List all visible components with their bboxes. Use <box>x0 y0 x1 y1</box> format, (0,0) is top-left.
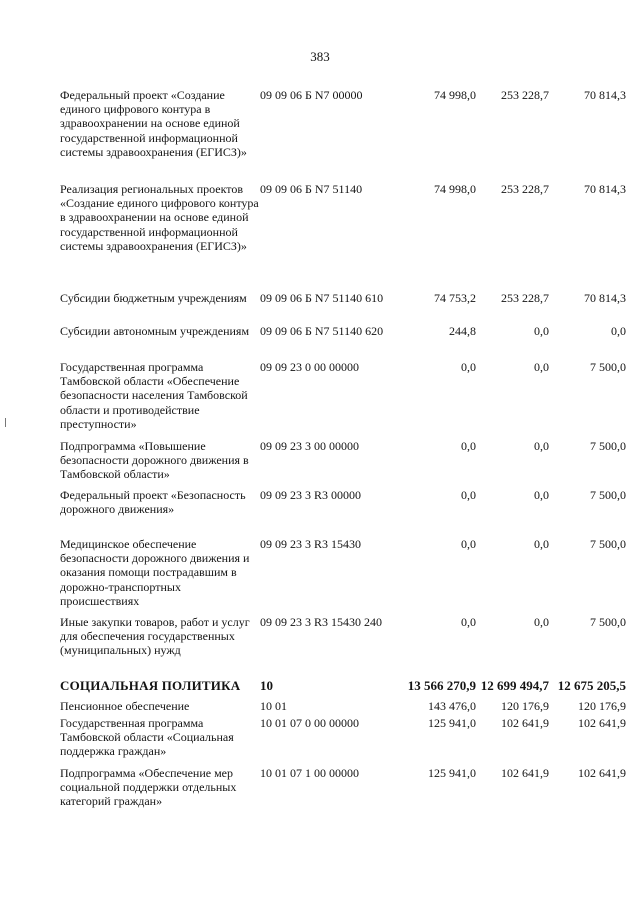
row-name: Подпрограмма «Обеспечение мер социальной поддержки отдельных категорий граждан» <box>60 766 237 809</box>
row-value-3: 70 814,3 <box>584 88 626 102</box>
row-value-3: 0,0 <box>611 324 626 338</box>
row-name: Реализация региональных проектов «Создание единого цифрового контура в здравоохранении на основе единой государственной информационной системы здравоохранения (ЕГИСЗ)» <box>60 182 259 253</box>
row-name: Пенсионное обеспечение <box>60 699 190 713</box>
row-code: 09 09 23 3 R3 15430 <box>260 537 362 551</box>
row-value-2: 253 228,7 <box>501 182 549 196</box>
row-value-1: 0,0 <box>461 439 476 453</box>
row-value-3: 7 500,0 <box>590 537 626 551</box>
row-value-1: 125 941,0 <box>428 766 476 780</box>
row-value-2: 0,0 <box>534 488 549 502</box>
row-code: 09 09 06 Б N7 51140 620 <box>260 324 384 338</box>
margin-mark <box>5 418 8 427</box>
row-name: СОЦИАЛЬНАЯ ПОЛИТИКА <box>60 678 241 693</box>
row-code: 10 01 07 1 00 00000 <box>260 766 359 780</box>
row-value-3: 7 500,0 <box>590 488 626 502</box>
row-code: 09 09 23 3 00 00000 <box>260 439 359 453</box>
row-value-2: 0,0 <box>534 360 549 374</box>
row-value-2: 102 641,9 <box>501 716 549 730</box>
row-value-3: 7 500,0 <box>590 439 626 453</box>
row-value-2: 253 228,7 <box>501 291 549 305</box>
row-code: 09 09 06 Б N7 51140 610 <box>260 291 384 305</box>
row-value-2: 102 641,9 <box>501 766 549 780</box>
row-code: 09 09 23 3 R3 15430 240 <box>260 615 383 629</box>
row-value-3: 120 176,9 <box>578 699 626 713</box>
row-code: 09 09 23 0 00 00000 <box>260 360 359 374</box>
row-value-1: 13 566 270,9 <box>407 678 476 693</box>
row-code: 09 09 06 Б N7 51140 <box>260 182 363 196</box>
row-code: 10 <box>260 678 273 693</box>
row-value-1: 0,0 <box>461 488 476 502</box>
row-value-2: 0,0 <box>534 615 549 629</box>
row-value-1: 143 476,0 <box>428 699 476 713</box>
row-value-2: 253 228,7 <box>501 88 549 102</box>
row-name: Иные закупки товаров, работ и услуг для обеспечения государственных (муниципальных) нужд <box>60 615 250 658</box>
row-value-2: 12 699 494,7 <box>480 678 549 693</box>
row-name: Субсидии автономным учреждениям <box>60 324 250 338</box>
row-name: Субсидии бюджетным учреждениям <box>60 291 247 305</box>
row-value-1: 74 753,2 <box>434 291 476 305</box>
row-value-3: 102 641,9 <box>578 766 626 780</box>
row-name: Медицинское обеспечение безопасности дорожного движения и оказания помощи пострадавшим в дорожно-транспортных происшествиях <box>60 537 250 608</box>
row-value-1: 74 998,0 <box>434 182 476 196</box>
row-value-2: 0,0 <box>534 439 549 453</box>
row-value-2: 0,0 <box>534 537 549 551</box>
row-code: 09 09 06 Б N7 00000 <box>260 88 363 102</box>
row-value-2: 120 176,9 <box>501 699 549 713</box>
row-value-1: 0,0 <box>461 615 476 629</box>
row-value-3: 7 500,0 <box>590 360 626 374</box>
row-value-2: 0,0 <box>534 324 549 338</box>
row-value-3: 7 500,0 <box>590 615 626 629</box>
row-name: Федеральный проект «Безопасность дорожного движения» <box>60 488 246 517</box>
row-code: 09 09 23 3 R3 00000 <box>260 488 362 502</box>
row-name: Подпрограмма «Повышение безопасности дорожного движения в Тамбовской области» <box>60 439 249 482</box>
row-code: 10 01 <box>260 699 287 713</box>
row-value-1: 125 941,0 <box>428 716 476 730</box>
row-name: Государственная программа Тамбовской области «Социальная поддержка граждан» <box>60 716 234 759</box>
row-name: Государственная программа Тамбовской области «Обеспечение безопасности населения Тамбовской области и противодействие преступности» <box>60 360 248 431</box>
page-number: 383 <box>310 49 330 64</box>
row-code: 10 01 07 0 00 00000 <box>260 716 359 730</box>
row-value-1: 0,0 <box>461 537 476 551</box>
row-value-1: 0,0 <box>461 360 476 374</box>
row-value-3: 102 641,9 <box>578 716 626 730</box>
row-value-3: 70 814,3 <box>584 291 626 305</box>
row-value-1: 244,8 <box>449 324 476 338</box>
row-value-1: 74 998,0 <box>434 88 476 102</box>
row-value-3: 12 675 205,5 <box>557 678 626 693</box>
row-name: Федеральный проект «Создание единого цифрового контура в здравоохранении на основе единой государственной информационной системы здравоохранения (ЕГИСЗ)» <box>60 88 247 159</box>
row-value-3: 70 814,3 <box>584 182 626 196</box>
